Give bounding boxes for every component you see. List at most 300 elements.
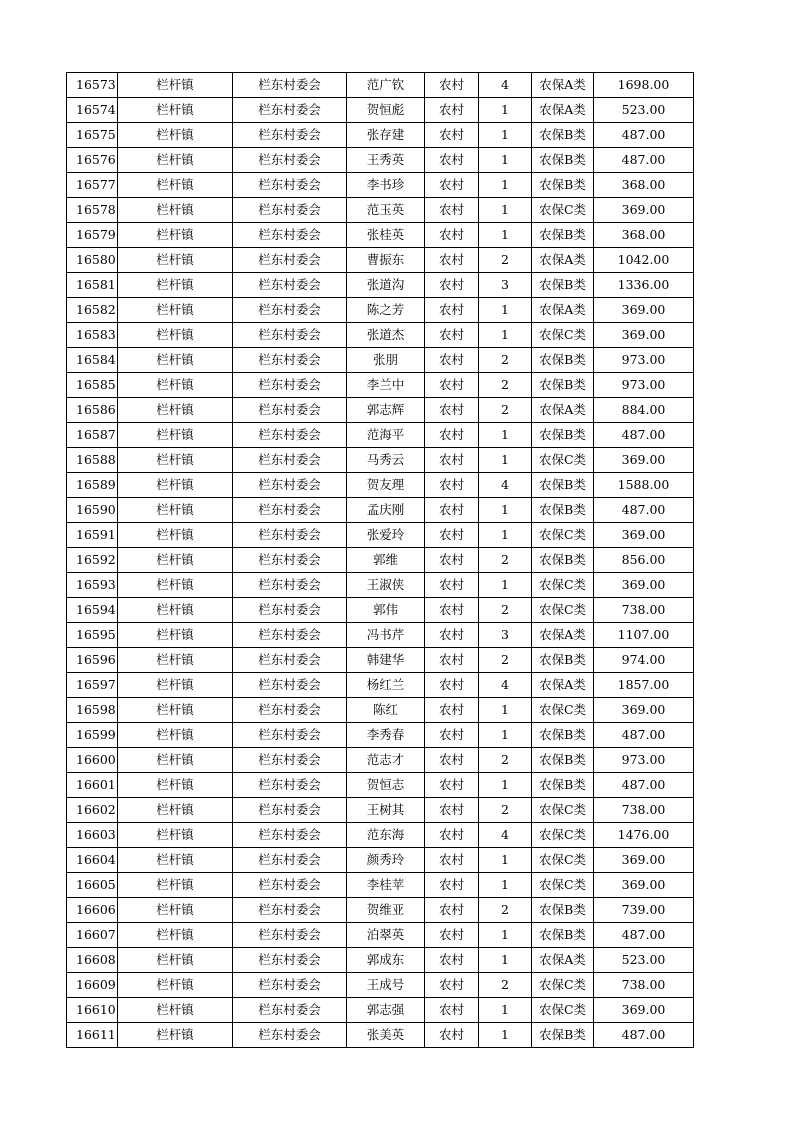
member-count-cell: 1 [479, 848, 532, 873]
household-type-cell: 农村 [425, 123, 479, 148]
name-cell: 颜秀玲 [347, 848, 425, 873]
insurance-category-cell: 农保C类 [532, 798, 594, 823]
town-cell: 栏杆镇 [118, 823, 233, 848]
table-row [67, 323, 694, 348]
household-type-cell: 农村 [425, 898, 479, 923]
member-count-cell: 2 [479, 598, 532, 623]
amount-cell: 368.00 [594, 173, 694, 198]
village-committee-cell: 栏东村委会 [233, 123, 347, 148]
household-type-cell: 农村 [425, 373, 479, 398]
record-id-cell: 16573 [67, 73, 118, 98]
amount-cell: 973.00 [594, 348, 694, 373]
insurance-category-cell: 农保B类 [532, 548, 594, 573]
household-type-cell: 农村 [425, 173, 479, 198]
household-type-cell: 农村 [425, 248, 479, 273]
insurance-category-cell: 农保A类 [532, 98, 594, 123]
table-row [67, 173, 694, 198]
record-id-cell: 16586 [67, 398, 118, 423]
record-id-cell: 16610 [67, 998, 118, 1023]
insurance-category-cell: 农保B类 [532, 498, 594, 523]
record-id-cell: 16576 [67, 148, 118, 173]
name-cell: 杨红兰 [347, 673, 425, 698]
table-row [67, 673, 694, 698]
town-cell: 栏杆镇 [118, 473, 233, 498]
member-count-cell: 1 [479, 323, 532, 348]
household-type-cell: 农村 [425, 648, 479, 673]
amount-cell: 369.00 [594, 698, 694, 723]
table-row [67, 198, 694, 223]
amount-cell: 487.00 [594, 723, 694, 748]
member-count-cell: 2 [479, 898, 532, 923]
name-cell: 李兰中 [347, 373, 425, 398]
amount-cell: 369.00 [594, 448, 694, 473]
household-type-cell: 农村 [425, 73, 479, 98]
record-id-cell: 16593 [67, 573, 118, 598]
village-committee-cell: 栏东村委会 [233, 398, 347, 423]
record-id-cell: 16611 [67, 1023, 118, 1048]
village-committee-cell: 栏东村委会 [233, 848, 347, 873]
town-cell: 栏杆镇 [118, 948, 233, 973]
record-id-cell: 16598 [67, 698, 118, 723]
town-cell: 栏杆镇 [118, 998, 233, 1023]
amount-cell: 369.00 [594, 998, 694, 1023]
village-committee-cell: 栏东村委会 [233, 98, 347, 123]
village-committee-cell: 栏东村委会 [233, 473, 347, 498]
record-id-cell: 16608 [67, 948, 118, 973]
village-committee-cell: 栏东村委会 [233, 823, 347, 848]
amount-cell: 369.00 [594, 848, 694, 873]
insurance-category-cell: 农保B类 [532, 348, 594, 373]
table-row [67, 848, 694, 873]
member-count-cell: 1 [479, 1023, 532, 1048]
record-id-cell: 16604 [67, 848, 118, 873]
record-id-cell: 16580 [67, 248, 118, 273]
table-row [67, 148, 694, 173]
name-cell: 王树其 [347, 798, 425, 823]
amount-cell: 523.00 [594, 948, 694, 973]
record-id-cell: 16584 [67, 348, 118, 373]
name-cell: 陈之芳 [347, 298, 425, 323]
record-id-cell: 16582 [67, 298, 118, 323]
table-row [67, 298, 694, 323]
town-cell: 栏杆镇 [118, 498, 233, 523]
amount-cell: 487.00 [594, 923, 694, 948]
town-cell: 栏杆镇 [118, 973, 233, 998]
table-row [67, 423, 694, 448]
village-committee-cell: 栏东村委会 [233, 73, 347, 98]
village-committee-cell: 栏东村委会 [233, 1023, 347, 1048]
record-id-cell: 16605 [67, 873, 118, 898]
name-cell: 张朋 [347, 348, 425, 373]
household-type-cell: 农村 [425, 198, 479, 223]
table-row [67, 273, 694, 298]
name-cell: 范海平 [347, 423, 425, 448]
table-row [67, 648, 694, 673]
town-cell: 栏杆镇 [118, 398, 233, 423]
household-type-cell: 农村 [425, 273, 479, 298]
member-count-cell: 1 [479, 173, 532, 198]
member-count-cell: 2 [479, 373, 532, 398]
village-committee-cell: 栏东村委会 [233, 948, 347, 973]
household-type-cell: 农村 [425, 323, 479, 348]
town-cell: 栏杆镇 [118, 523, 233, 548]
name-cell: 贺维亚 [347, 898, 425, 923]
member-count-cell: 1 [479, 573, 532, 598]
insurance-category-cell: 农保C类 [532, 848, 594, 873]
town-cell: 栏杆镇 [118, 148, 233, 173]
amount-cell: 369.00 [594, 573, 694, 598]
household-type-cell: 农村 [425, 948, 479, 973]
record-id-cell: 16600 [67, 748, 118, 773]
insurance-category-cell: 农保B类 [532, 923, 594, 948]
household-type-cell: 农村 [425, 298, 479, 323]
member-count-cell: 1 [479, 298, 532, 323]
member-count-cell: 2 [479, 798, 532, 823]
amount-cell: 1476.00 [594, 823, 694, 848]
village-committee-cell: 栏东村委会 [233, 973, 347, 998]
household-type-cell: 农村 [425, 698, 479, 723]
household-type-cell: 农村 [425, 523, 479, 548]
town-cell: 栏杆镇 [118, 848, 233, 873]
name-cell: 贺恒志 [347, 773, 425, 798]
name-cell: 李秀春 [347, 723, 425, 748]
table-row [67, 998, 694, 1023]
town-cell: 栏杆镇 [118, 448, 233, 473]
household-type-cell: 农村 [425, 148, 479, 173]
town-cell: 栏杆镇 [118, 223, 233, 248]
name-cell: 孟庆刚 [347, 498, 425, 523]
village-committee-cell: 栏东村委会 [233, 623, 347, 648]
village-committee-cell: 栏东村委会 [233, 173, 347, 198]
table-row [67, 748, 694, 773]
town-cell: 栏杆镇 [118, 748, 233, 773]
town-cell: 栏杆镇 [118, 798, 233, 823]
table-row [67, 523, 694, 548]
amount-cell: 1107.00 [594, 623, 694, 648]
insurance-category-cell: 农保A类 [532, 73, 594, 98]
insurance-category-cell: 农保B类 [532, 898, 594, 923]
name-cell: 范广钦 [347, 73, 425, 98]
name-cell: 张美英 [347, 1023, 425, 1048]
household-type-cell: 农村 [425, 548, 479, 573]
table-row [67, 623, 694, 648]
member-count-cell: 1 [479, 423, 532, 448]
name-cell: 王淑侠 [347, 573, 425, 598]
table-row [67, 448, 694, 473]
table-row [67, 923, 694, 948]
insurance-category-cell: 农保B类 [532, 423, 594, 448]
record-id-cell: 16587 [67, 423, 118, 448]
household-type-cell: 农村 [425, 473, 479, 498]
name-cell: 贺恒彪 [347, 98, 425, 123]
table-row [67, 498, 694, 523]
name-cell: 郭维 [347, 548, 425, 573]
table-row [67, 598, 694, 623]
amount-cell: 1857.00 [594, 673, 694, 698]
member-count-cell: 1 [479, 223, 532, 248]
record-id-cell: 16595 [67, 623, 118, 648]
amount-cell: 369.00 [594, 873, 694, 898]
amount-cell: 369.00 [594, 198, 694, 223]
amount-cell: 487.00 [594, 773, 694, 798]
insurance-category-cell: 农保B类 [532, 723, 594, 748]
table-body [67, 73, 694, 1048]
name-cell: 李桂苹 [347, 873, 425, 898]
insurance-category-cell: 农保A类 [532, 398, 594, 423]
village-committee-cell: 栏东村委会 [233, 373, 347, 398]
household-type-cell: 农村 [425, 923, 479, 948]
table-row [67, 98, 694, 123]
table-row [67, 248, 694, 273]
town-cell: 栏杆镇 [118, 348, 233, 373]
table-row [67, 473, 694, 498]
amount-cell: 369.00 [594, 523, 694, 548]
household-type-cell: 农村 [425, 798, 479, 823]
household-type-cell: 农村 [425, 773, 479, 798]
member-count-cell: 1 [479, 698, 532, 723]
village-committee-cell: 栏东村委会 [233, 898, 347, 923]
name-cell: 郭伟 [347, 598, 425, 623]
amount-cell: 1588.00 [594, 473, 694, 498]
name-cell: 泊翠英 [347, 923, 425, 948]
amount-cell: 487.00 [594, 123, 694, 148]
amount-cell: 523.00 [594, 98, 694, 123]
member-count-cell: 2 [479, 648, 532, 673]
town-cell: 栏杆镇 [118, 598, 233, 623]
insurance-category-cell: 农保C类 [532, 973, 594, 998]
insurance-category-cell: 农保B类 [532, 373, 594, 398]
member-count-cell: 4 [479, 673, 532, 698]
insurance-category-cell: 农保B类 [532, 273, 594, 298]
member-count-cell: 1 [479, 98, 532, 123]
record-id-cell: 16592 [67, 548, 118, 573]
insurance-category-cell: 农保B类 [532, 223, 594, 248]
household-type-cell: 农村 [425, 223, 479, 248]
village-committee-cell: 栏东村委会 [233, 873, 347, 898]
record-id-cell: 16588 [67, 448, 118, 473]
amount-cell: 487.00 [594, 148, 694, 173]
village-committee-cell: 栏东村委会 [233, 923, 347, 948]
member-count-cell: 2 [479, 348, 532, 373]
member-count-cell: 1 [479, 723, 532, 748]
town-cell: 栏杆镇 [118, 173, 233, 198]
village-committee-cell: 栏东村委会 [233, 298, 347, 323]
name-cell: 曹振东 [347, 248, 425, 273]
town-cell: 栏杆镇 [118, 273, 233, 298]
town-cell: 栏杆镇 [118, 698, 233, 723]
table-row [67, 123, 694, 148]
insurance-category-cell: 农保B类 [532, 123, 594, 148]
name-cell: 范志才 [347, 748, 425, 773]
amount-cell: 974.00 [594, 648, 694, 673]
insurance-category-cell: 农保B类 [532, 748, 594, 773]
member-count-cell: 1 [479, 448, 532, 473]
table-row [67, 398, 694, 423]
member-count-cell: 3 [479, 273, 532, 298]
village-committee-cell: 栏东村委会 [233, 998, 347, 1023]
insurance-category-cell: 农保C类 [532, 823, 594, 848]
household-type-cell: 农村 [425, 573, 479, 598]
amount-cell: 487.00 [594, 1023, 694, 1048]
insurance-category-cell: 农保B类 [532, 773, 594, 798]
amount-cell: 884.00 [594, 398, 694, 423]
amount-cell: 738.00 [594, 598, 694, 623]
insurance-category-cell: 农保B类 [532, 473, 594, 498]
village-committee-cell: 栏东村委会 [233, 598, 347, 623]
name-cell: 王成号 [347, 973, 425, 998]
table-row [67, 973, 694, 998]
record-id-cell: 16583 [67, 323, 118, 348]
household-type-cell: 农村 [425, 998, 479, 1023]
insurance-category-cell: 农保C类 [532, 523, 594, 548]
insurance-category-cell: 农保C类 [532, 448, 594, 473]
town-cell: 栏杆镇 [118, 323, 233, 348]
record-id-cell: 16581 [67, 273, 118, 298]
village-committee-cell: 栏东村委会 [233, 323, 347, 348]
insurance-category-cell: 农保C类 [532, 198, 594, 223]
table-row [67, 573, 694, 598]
town-cell: 栏杆镇 [118, 873, 233, 898]
town-cell: 栏杆镇 [118, 373, 233, 398]
town-cell: 栏杆镇 [118, 123, 233, 148]
town-cell: 栏杆镇 [118, 1023, 233, 1048]
insurance-category-cell: 农保A类 [532, 298, 594, 323]
member-count-cell: 1 [479, 123, 532, 148]
household-type-cell: 农村 [425, 748, 479, 773]
member-count-cell: 4 [479, 473, 532, 498]
record-id-cell: 16589 [67, 473, 118, 498]
village-committee-cell: 栏东村委会 [233, 448, 347, 473]
household-type-cell: 农村 [425, 598, 479, 623]
member-count-cell: 1 [479, 948, 532, 973]
member-count-cell: 2 [479, 748, 532, 773]
household-type-cell: 农村 [425, 98, 479, 123]
village-committee-cell: 栏东村委会 [233, 698, 347, 723]
town-cell: 栏杆镇 [118, 248, 233, 273]
town-cell: 栏杆镇 [118, 623, 233, 648]
record-id-cell: 16597 [67, 673, 118, 698]
member-count-cell: 1 [479, 923, 532, 948]
name-cell: 郭志强 [347, 998, 425, 1023]
amount-cell: 856.00 [594, 548, 694, 573]
record-id-cell: 16602 [67, 798, 118, 823]
member-count-cell: 2 [479, 398, 532, 423]
village-committee-cell: 栏东村委会 [233, 648, 347, 673]
town-cell: 栏杆镇 [118, 648, 233, 673]
village-committee-cell: 栏东村委会 [233, 198, 347, 223]
member-count-cell: 1 [479, 773, 532, 798]
name-cell: 王秀英 [347, 148, 425, 173]
table-row [67, 223, 694, 248]
member-count-cell: 1 [479, 498, 532, 523]
member-count-cell: 1 [479, 998, 532, 1023]
table-row [67, 548, 694, 573]
name-cell: 张桂英 [347, 223, 425, 248]
village-committee-cell: 栏东村委会 [233, 423, 347, 448]
village-committee-cell: 栏东村委会 [233, 223, 347, 248]
amount-cell: 973.00 [594, 748, 694, 773]
member-count-cell: 2 [479, 548, 532, 573]
household-type-cell: 农村 [425, 673, 479, 698]
village-committee-cell: 栏东村委会 [233, 673, 347, 698]
name-cell: 郭志辉 [347, 398, 425, 423]
village-committee-cell: 栏东村委会 [233, 748, 347, 773]
table-row [67, 773, 694, 798]
name-cell: 韩建华 [347, 648, 425, 673]
record-id-cell: 16607 [67, 923, 118, 948]
town-cell: 栏杆镇 [118, 573, 233, 598]
insurance-category-cell: 农保C类 [532, 698, 594, 723]
name-cell: 范玉英 [347, 198, 425, 223]
household-type-cell: 农村 [425, 973, 479, 998]
amount-cell: 487.00 [594, 498, 694, 523]
household-type-cell: 农村 [425, 348, 479, 373]
town-cell: 栏杆镇 [118, 198, 233, 223]
table-row [67, 1023, 694, 1048]
village-committee-cell: 栏东村委会 [233, 273, 347, 298]
name-cell: 李书珍 [347, 173, 425, 198]
insurance-category-cell: 农保C类 [532, 873, 594, 898]
insurance-category-cell: 农保A类 [532, 673, 594, 698]
record-id-cell: 16575 [67, 123, 118, 148]
table-row [67, 723, 694, 748]
record-id-cell: 16609 [67, 973, 118, 998]
data-table [66, 72, 694, 1048]
member-count-cell: 1 [479, 523, 532, 548]
household-type-cell: 农村 [425, 623, 479, 648]
insurance-category-cell: 农保C类 [532, 598, 594, 623]
record-id-cell: 16601 [67, 773, 118, 798]
insurance-category-cell: 农保C类 [532, 323, 594, 348]
name-cell: 范东海 [347, 823, 425, 848]
village-committee-cell: 栏东村委会 [233, 348, 347, 373]
record-id-cell: 16596 [67, 648, 118, 673]
household-type-cell: 农村 [425, 498, 479, 523]
town-cell: 栏杆镇 [118, 898, 233, 923]
insurance-category-cell: 农保C类 [532, 573, 594, 598]
household-type-cell: 农村 [425, 823, 479, 848]
amount-cell: 739.00 [594, 898, 694, 923]
name-cell: 郭成东 [347, 948, 425, 973]
insurance-category-cell: 农保C类 [532, 998, 594, 1023]
amount-cell: 973.00 [594, 373, 694, 398]
household-type-cell: 农村 [425, 398, 479, 423]
amount-cell: 1698.00 [594, 73, 694, 98]
amount-cell: 368.00 [594, 223, 694, 248]
household-type-cell: 农村 [425, 423, 479, 448]
member-count-cell: 4 [479, 823, 532, 848]
insurance-category-cell: 农保A类 [532, 948, 594, 973]
record-id-cell: 16585 [67, 373, 118, 398]
record-id-cell: 16606 [67, 898, 118, 923]
insurance-category-cell: 农保A类 [532, 248, 594, 273]
village-committee-cell: 栏东村委会 [233, 548, 347, 573]
member-count-cell: 1 [479, 148, 532, 173]
amount-cell: 1336.00 [594, 273, 694, 298]
amount-cell: 369.00 [594, 298, 694, 323]
village-committee-cell: 栏东村委会 [233, 773, 347, 798]
member-count-cell: 1 [479, 198, 532, 223]
member-count-cell: 2 [479, 973, 532, 998]
record-id-cell: 16594 [67, 598, 118, 623]
amount-cell: 738.00 [594, 798, 694, 823]
household-type-cell: 农村 [425, 848, 479, 873]
household-type-cell: 农村 [425, 873, 479, 898]
insurance-category-cell: 农保B类 [532, 173, 594, 198]
insurance-category-cell: 农保B类 [532, 148, 594, 173]
town-cell: 栏杆镇 [118, 98, 233, 123]
household-type-cell: 农村 [425, 723, 479, 748]
